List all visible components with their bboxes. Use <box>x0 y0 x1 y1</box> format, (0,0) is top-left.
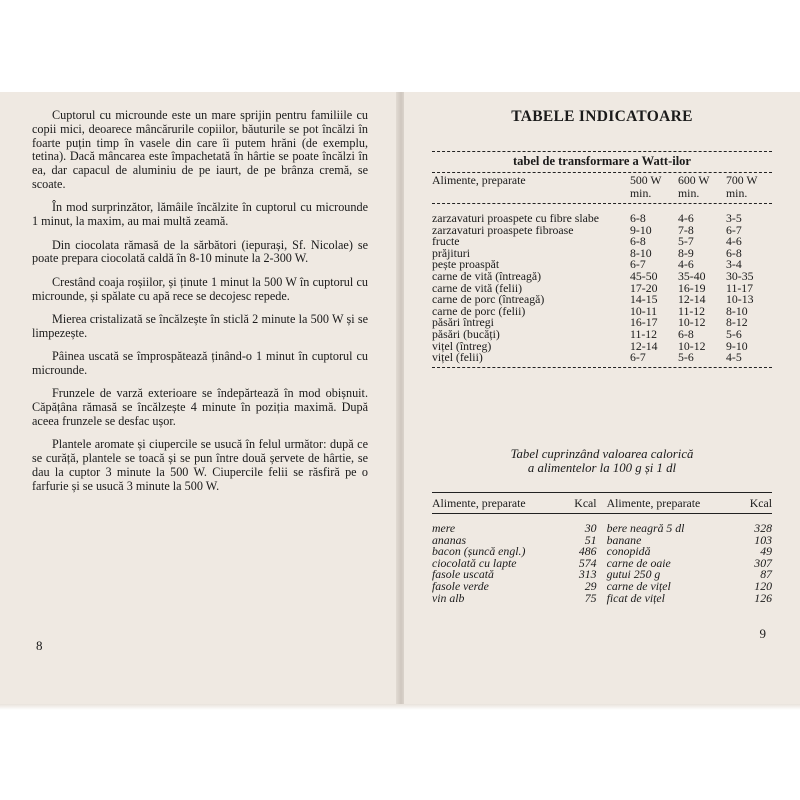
kcal-cell: 75 <box>584 590 597 605</box>
minutes-cell: 10-12 <box>678 315 706 330</box>
kcal-cell: 486 <box>578 544 597 559</box>
minutes-cell: 6-7 <box>630 350 646 365</box>
food-cell: carne de vițel <box>606 578 671 593</box>
page-bottom-edge <box>0 704 800 710</box>
food-cell: pește proaspăt <box>432 257 500 272</box>
watt-table-body <box>432 204 772 364</box>
minutes-cell: 45-50 <box>630 268 658 283</box>
minutes-cell: 9-10 <box>630 222 652 237</box>
page-number-left: 8 <box>36 638 43 653</box>
kcal-cell: 120 <box>754 578 772 593</box>
minutes-cell: 6-8 <box>678 326 694 341</box>
minutes-cell: 8-9 <box>678 245 694 260</box>
minutes-cell: 4-6 <box>726 234 742 249</box>
food-cell: fasole verde <box>432 578 489 593</box>
watt-conversion-table-block <box>432 151 772 368</box>
minutes-cell: 16-17 <box>630 315 658 330</box>
minutes-cell: 17-20 <box>630 280 658 295</box>
kcal-cell: 307 <box>754 555 772 570</box>
kcal-cell: 87 <box>760 567 772 582</box>
minutes-cell: 6-8 <box>726 245 742 260</box>
food-cell: carne de vită (întreagă) <box>432 268 542 283</box>
minutes-cell: 4-6 <box>678 257 694 272</box>
paragraph: Frunzele de varză exterioare se îndepărtează în mod obișnuit. Căpățâna rămasă se încălzește 4 minute în poziția maximă. După aceea frunzele se desfac ușor. <box>32 386 368 428</box>
paragraph: În mod surprinzător, lămâile încălzite în cuptorul cu microunde 1 minut, la maxim, au mai multă zeamă. <box>32 200 368 229</box>
food-cell: zarzavaturi proaspete fibroase <box>432 222 574 237</box>
left-page-text <box>32 109 368 493</box>
table-row <box>432 514 772 535</box>
food-cell: carne de oaie <box>606 555 671 570</box>
food-cell: carne de porc (felii) <box>432 303 526 318</box>
minutes-cell: 8-10 <box>630 245 652 260</box>
food-cell: carne de vită (felii) <box>432 280 523 295</box>
food-cell: păsări (bucăți) <box>432 326 500 341</box>
watt-header-700-label: 700 W min. <box>726 173 758 200</box>
food-cell: prăjituri <box>432 245 471 260</box>
minutes-cell: 10-11 <box>630 303 658 318</box>
food-cell: ananas <box>432 532 467 547</box>
minutes-cell: 4-6 <box>678 211 694 225</box>
calorie-caption-line1: Tabel cuprinzând valoarea calorică <box>510 447 694 461</box>
table-row <box>432 581 772 593</box>
minutes-cell: 3-4 <box>726 257 742 272</box>
watt-header-food: Alimente, preparate <box>432 173 526 187</box>
minutes-cell: 11-17 <box>726 280 754 295</box>
watt-header-500-label: 500 W min. <box>630 173 662 200</box>
minutes-cell: 11-12 <box>678 303 706 318</box>
watt-table-title: tabel de transformare a Watt-ilor <box>513 154 691 168</box>
paragraph: Pâinea uscată se împrospătează ținând-o 1 minut în cuptorul cu microunde. <box>32 349 368 377</box>
food-cell: gutui 250 g <box>606 567 661 582</box>
minutes-cell: 4-5 <box>726 350 742 365</box>
kcal-cell: 313 <box>578 567 597 582</box>
minutes-cell: 5-6 <box>726 326 742 341</box>
page-title: TABELE INDICATOARE <box>511 108 693 125</box>
table-row <box>432 352 772 364</box>
watt-header-600 <box>678 173 726 203</box>
kcal-cell: 29 <box>584 578 597 593</box>
kcal-cell: 49 <box>760 544 772 559</box>
minutes-cell: 35-40 <box>678 268 706 283</box>
minutes-cell: 16-19 <box>678 280 706 295</box>
food-cell: fructe <box>432 234 460 249</box>
table-row <box>432 225 772 237</box>
minutes-cell: 7-8 <box>678 222 694 237</box>
food-cell: vițel (întreg) <box>432 338 492 353</box>
food-cell: ficat de vițel <box>606 590 665 605</box>
paragraph: Mierea cristalizată se încălzește în sticlă 2 minute la 500 W și se limpezește. <box>32 311 368 340</box>
table-row <box>432 341 772 353</box>
calorie-table <box>432 493 772 604</box>
table-row <box>432 204 772 225</box>
food-cell: banane <box>606 532 642 547</box>
kcal-cell: 51 <box>584 532 597 547</box>
food-cell: conopidă <box>606 544 651 559</box>
minutes-cell: 5-7 <box>678 234 694 249</box>
table-row <box>432 236 772 248</box>
food-cell: ciocolată cu lapte <box>432 555 517 570</box>
minutes-cell: 8-10 <box>726 303 748 318</box>
calorie-table-block <box>432 492 772 604</box>
kcal-cell: 30 <box>584 521 597 535</box>
minutes-cell: 8-12 <box>726 315 748 330</box>
calorie-caption-line2: a alimentelor la 100 g și 1 dl <box>527 461 677 475</box>
kcal-cell: 574 <box>578 555 597 570</box>
food-cell: vițel (felii) <box>432 350 483 365</box>
watt-header-700 <box>726 173 772 203</box>
paragraph: Din ciocolata rămasă de la sărbători (iepurași, Sf. Nicolae) se poate prepara ciocolată caldă în 8-10 minute la 2-300 W. <box>32 237 368 266</box>
minutes-cell: 3-5 <box>726 211 742 225</box>
dashed-rule <box>432 367 772 368</box>
page-number-right: 9 <box>759 626 766 641</box>
food-cell: bacon (șuncă engl.) <box>432 544 526 559</box>
calorie-header-food-1: Alimente, preparate <box>432 496 526 510</box>
minutes-cell: 9-10 <box>726 338 748 353</box>
watt-conversion-table <box>432 173 772 368</box>
food-cell: bere neagră 5 dl <box>606 521 685 535</box>
food-cell: zarzavaturi proaspete cu fibre slabe <box>432 211 600 225</box>
watt-header-500 <box>630 173 678 203</box>
kcal-cell: 328 <box>754 521 772 535</box>
left-page <box>0 92 398 706</box>
minutes-cell: 6-7 <box>726 222 742 237</box>
calorie-header-kcal-1: Kcal <box>574 496 597 510</box>
paragraph: Cuptorul cu microunde este un mare sprijin pentru familiile cu copii mici, deoarece mâncărurile copiilor, băuturile se pot încălzi în foarte puțin timp în vasele din care îi putem hrăni (de exemplu, tetina). Dacă mâncarea este împachetată în hârtie se poate încălzi în ea, dar capacul de aluminiu de pe iaurt, de pe brânza cremă, se scoate. <box>32 108 368 191</box>
calorie-header-food-2: Alimente, preparate <box>606 496 701 510</box>
food-cell: carne de porc (întreagă) <box>432 292 545 307</box>
calorie-table-caption <box>432 447 772 475</box>
paragraph: Plantele aromate și ciupercile se usucă în felul următor: după ce se curăță, plantele se toacă și se pun între două șervete de hârtie, se dau la cuptor 3 minute la 500 W. Ciupercile felii se răsfiră pe o farfurie și se usucă 3 minute la 500 W. <box>32 437 368 493</box>
calorie-table-body <box>432 514 772 604</box>
watt-header-600-label: 600 W min. <box>678 173 710 200</box>
food-cell: fasole uscată <box>432 567 494 582</box>
minutes-cell: 30-35 <box>726 268 754 283</box>
food-cell: mere <box>432 521 456 535</box>
minutes-cell: 10-13 <box>726 292 754 307</box>
food-cell: vin alb <box>432 590 465 605</box>
minutes-cell: 6-8 <box>630 211 646 225</box>
kcal-cell: 103 <box>754 532 772 547</box>
minutes-cell: 6-7 <box>630 257 646 272</box>
minutes-cell: 10-12 <box>678 338 706 353</box>
minutes-cell: 5-6 <box>678 350 694 365</box>
food-cell: păsări întregi <box>432 315 494 330</box>
table-row <box>432 593 772 605</box>
minutes-cell: 11-12 <box>630 326 658 341</box>
calorie-header-kcal-2: Kcal <box>749 496 772 510</box>
minutes-cell: 6-8 <box>630 234 646 249</box>
minutes-cell: 12-14 <box>678 292 706 307</box>
minutes-cell: 14-15 <box>630 292 658 307</box>
minutes-cell: 12-14 <box>630 338 658 353</box>
kcal-cell: 126 <box>754 590 772 605</box>
paragraph: Crestând coaja roșiilor, și ținute 1 minut la 500 W în cuptorul cu microunde, și spălate cu apă rece se decojesc repede. <box>32 274 368 303</box>
